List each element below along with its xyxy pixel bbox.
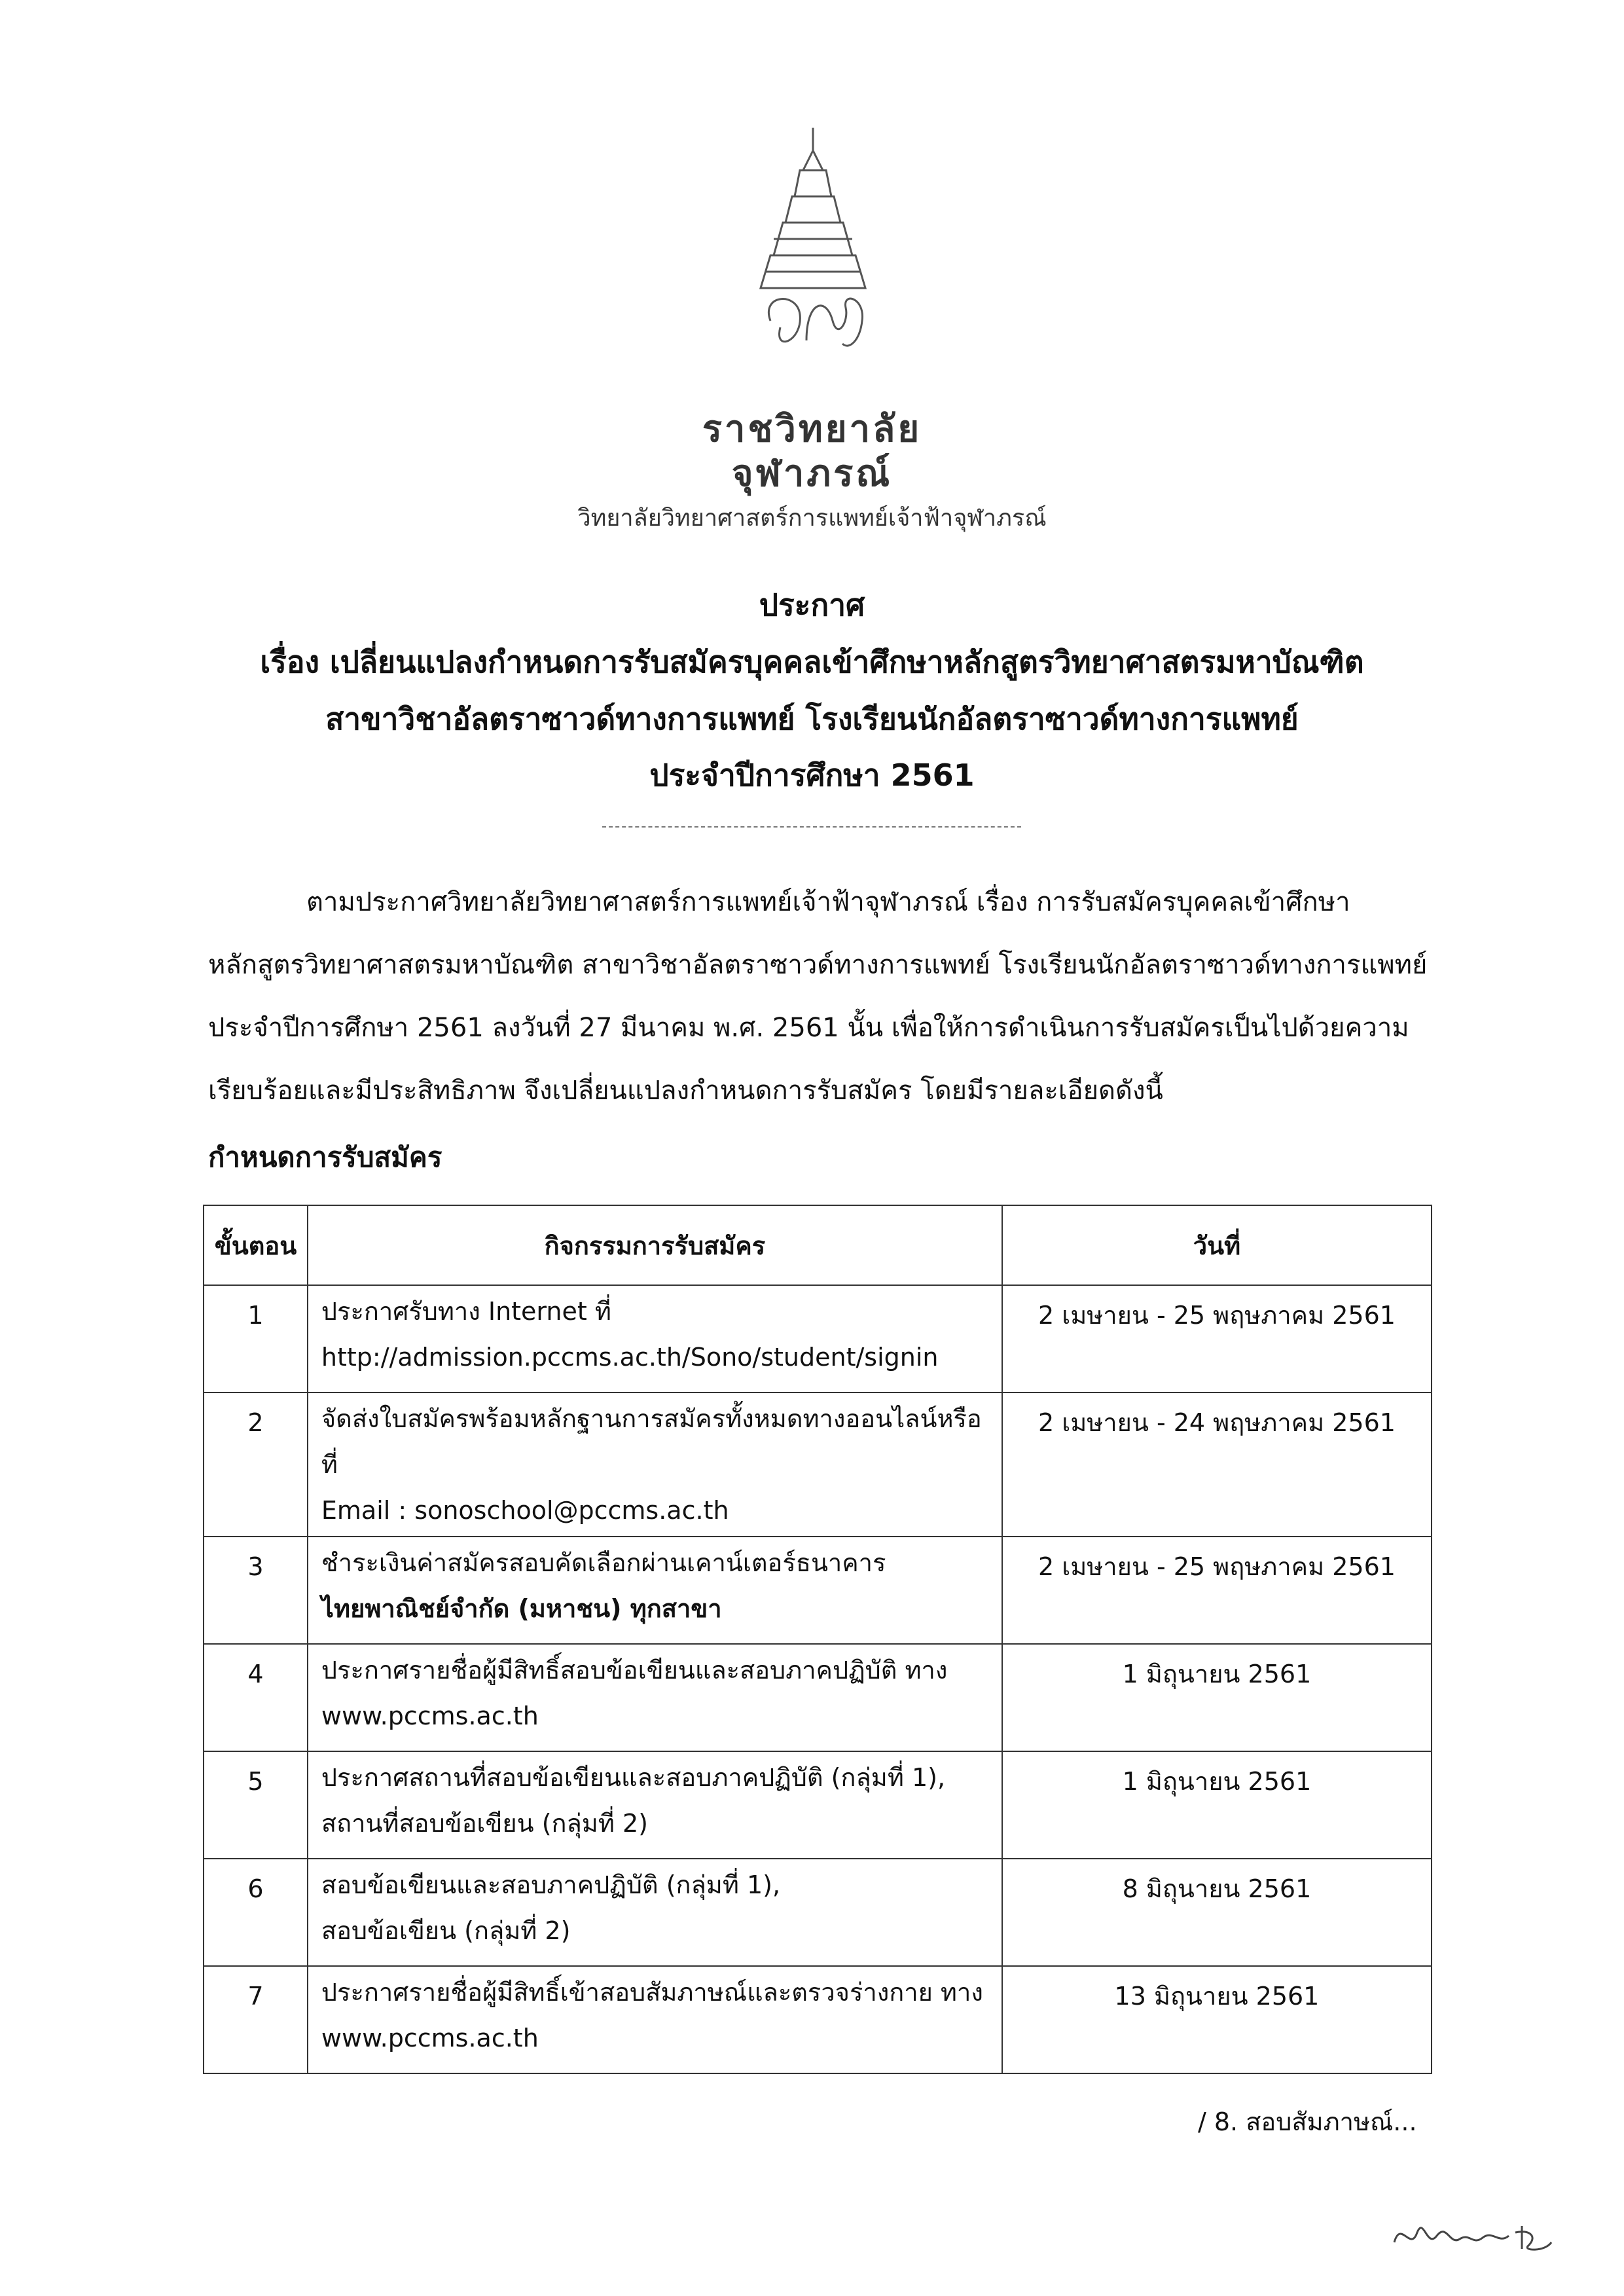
body-paragraph [208,871,1439,1122]
org-name-line1: ราชวิทยาลัย [702,408,922,450]
header-step: ขั้นตอน [204,1205,308,1285]
row-date: 1 มิถุนายน 2561 [1002,1644,1432,1751]
row-date: 1 มิถุนายน 2561 [1002,1751,1432,1859]
activity-line2: www.pccms.ac.th [321,1702,539,1730]
section-title: กำหนดการรับสมัคร [208,1141,442,1173]
row-date: 8 มิถุนายน 2561 [1002,1859,1432,1966]
continued-note: / 8. สอบสัมภาษณ์... [1198,2107,1417,2136]
activity-line2: สถานที่สอบข้อเขียน (กลุ่มที่ 2) [321,1809,648,1838]
table-header-row [204,1205,1432,1285]
org-name-line2: จุฬาภรณ์ [731,452,893,495]
row-step: 5 [204,1751,308,1859]
activity-line2: สอบข้อเขียน (กลุ่มที่ 2) [321,1916,571,1945]
header-activity: กิจกรรมการรับสมัคร [308,1205,1002,1285]
row-activity [308,1537,1002,1644]
row-step: 2 [204,1393,308,1537]
title-line2: สาขาวิชาอัลตราซาวด์ทางการแพทย์ โรงเรียนนักอัลตราซาวด์ทางการแพทย์ [325,701,1299,737]
row-date: 13 มิถุนายน 2561 [1002,1966,1432,2073]
table-row [204,1966,1432,2073]
college-emblem-logo [734,124,892,367]
row-date: 2 เมษายน - 24 พฤษภาคม 2561 [1002,1393,1432,1537]
schedule-table [203,1205,1432,2074]
activity-line2: http://admission.pccms.ac.th/Sono/student/signin [321,1343,939,1372]
activity-line1: จัดส่งใบสมัครพร้อมหลักฐานการสมัครทั้งหมดทางออนไลน์หรือที่ [321,1404,982,1479]
row-step: 1 [204,1285,308,1393]
table-row [204,1644,1432,1751]
activity-line2: www.pccms.ac.th [321,2024,539,2052]
activity-line1: ประกาศรายชื่อผู้มีสิทธิ์เข้าสอบสัมภาษณ์และตรวจร่างกาย ทาง [321,1978,983,2007]
row-activity [308,1393,1002,1537]
activity-line1: สอบข้อเขียนและสอบภาคปฏิบัติ (กลุ่มที่ 1), [321,1870,781,1899]
row-activity [308,1644,1002,1751]
row-activity [308,1285,1002,1393]
org-subtitle: วิทยาลัยวิทยาศาสตร์การแพทย์เจ้าฟ้าจุฬาภรณ์ [577,505,1047,532]
title-divider [602,826,1021,828]
activity-line1: ประกาศรายชื่อผู้มีสิทธิ์สอบข้อเขียนและสอบภาคปฏิบัติ ทาง [321,1656,948,1685]
table-row [204,1285,1432,1393]
table-row [204,1393,1432,1537]
activity-line2: ไทยพาณิชย์จำกัด (มหาชน) ทุกสาขา [321,1594,722,1623]
row-step: 3 [204,1537,308,1644]
row-activity [308,1751,1002,1859]
announcement-label: ประกาศ [759,587,865,623]
activity-line1: ประกาศรับทาง Internet ที่ [321,1297,611,1326]
row-step: 7 [204,1966,308,2073]
table-row [204,1537,1432,1644]
handwritten-signature [1388,2206,1558,2259]
table-row [204,1751,1432,1859]
row-date: 2 เมษายน - 25 พฤษภาคม 2561 [1002,1285,1432,1393]
row-date: 2 เมษายน - 25 พฤษภาคม 2561 [1002,1537,1432,1644]
title-line3: ประจำปีการศึกษา 2561 [649,757,975,793]
title-line1: เรื่อง เปลี่ยนแปลงกำหนดการรับสมัครบุคคลเข้าศึกษาหลักสูตรวิทยาศาสตรมหาบัณฑิต [260,644,1364,680]
activity-line1: ประกาศสถานที่สอบข้อเขียนและสอบภาคปฏิบัติ (กลุ่มที่ 1), [321,1763,946,1792]
row-step: 4 [204,1644,308,1751]
row-step: 6 [204,1859,308,1966]
table-row [204,1859,1432,1966]
body-paragraph-text: ตามประกาศวิทยาลัยวิทยาศาสตร์การแพทย์เจ้าฟ้าจุฬาภรณ์ เรื่อง การรับสมัครบุคคลเข้าศึกษาหลักสูตรวิทยาศาสตรมหาบัณฑิต สาขาวิชาอัลตราซาวด์ทางการแพทย์ โรงเรียนนักอัลตราซาวด์ทางการแพทย์ ประจำปีการศึกษา 2561 ลงวันที่ 27 มีนาคม พ.ศ. 2561 นั้น เพื่อให้การดำเนินการรับสมัครเป็นไปด้วยความเรียบร้อยและมีประสิทธิภาพ จึงเปลี่ยนแปลงกำหนดการรับสมัคร โดยมีรายละเอียดดังนี้ [208,887,1428,1106]
header-date: วันที่ [1002,1205,1432,1285]
activity-line1: ชำระเงินค่าสมัครสอบคัดเลือกผ่านเคาน์เตอร์ธนาคาร [321,1548,886,1577]
activity-line2: Email : sonoschool@pccms.ac.th [321,1496,729,1525]
row-activity [308,1966,1002,2073]
row-activity [308,1859,1002,1966]
